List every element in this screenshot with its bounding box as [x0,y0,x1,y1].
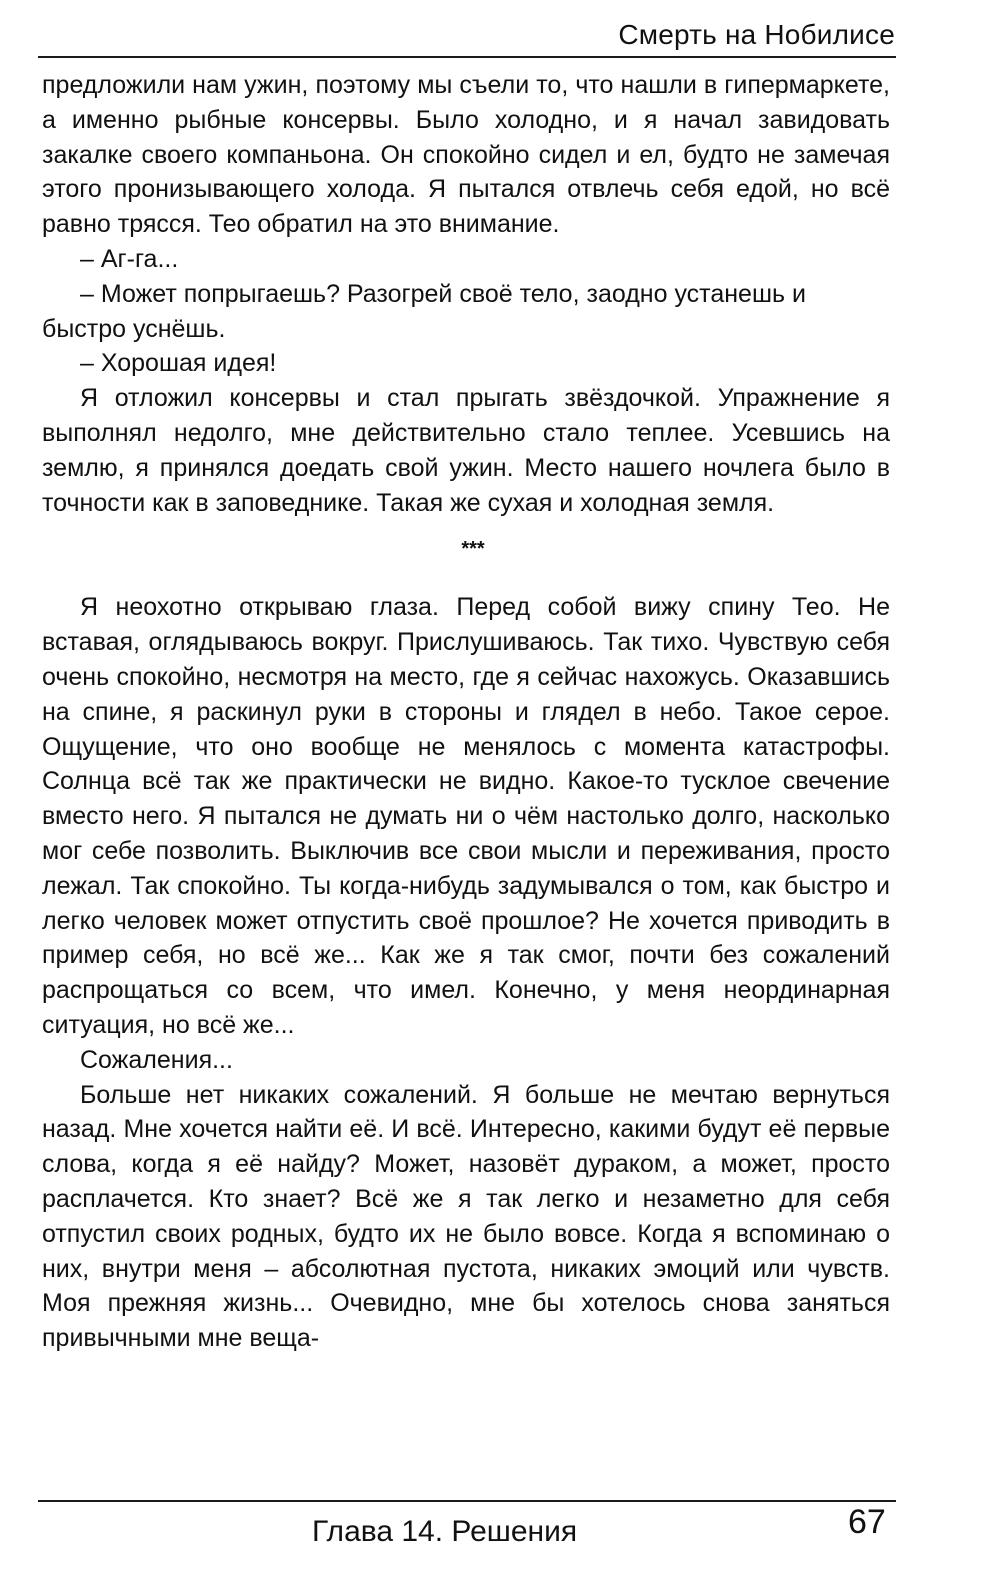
header-rule [38,56,896,58]
paragraph-short: Сожаления... [80,1045,233,1074]
paragraph-continued: предложили нам ужин, поэтому мы съели то, что нашли в гипермаркете, а именно рыбные консервы. Было холодно, и я начал завидовать закалке своего компаньона. Он спокойно сидел и ел, будто не замечая этого пронизывающего холода. Я пытался отвлечь себя едой, но всё равно трясся. Тео обратил на это внимание. [42,71,890,239]
paragraph: Больше нет никаких сожалений. Я больше не мечтаю вернуться назад. Мне хочется найти её. И всё. Интересно, какими будут её первые слова, когда я её найду? Может, назовёт дураком, а может, просто расплачется. Кто знает? Всё же я так легко и незаметно для себя отпустил своих родных, будто их не было вовсе. Когда я вспоминаю о них, внутри меня – абсолютная пустота, никаких эмоций или чувств. Моя прежняя жизнь... Очевидно, мне бы хотелось снова заняться привычными мне веща- [42,1080,890,1353]
paragraph: Я отложил консервы и стал прыгать звёздочкой. Упражнение я выполнял недолго, мне действительно стало теплее. Усевшись на землю, я принялся доедать свой ужин. Место нашего ночлега было в точности как в заповеднике. Такая же сухая и холодная земля. [42,384,890,517]
paragraph: Я неохотно открываю глаза. Перед собой вижу спину Тео. Не вставая, оглядываюсь вокруг. Прислушиваюсь. Так тихо. Чувствую себя очень спокойно, несмотря на место, где я сейчас нахожусь. Оказавшись на спине, я раскинул руки в стороны и глядел в небо. Такое серое. Ощущение, что оно вообще не менялось с момента катастрофы. Солнца всё так же практически не видно. Какое-то тусклое свечение вместо него. Я пытался не думать ни о чём настолько долго, насколько мог себе позволить. Выключив все свои мысли и переживания, просто лежал. Так спокойно. Ты когда-нибудь задумывался о том, как быстро и легко человек может отпустить своё прошлое? Не хочется приводить в пример себя, но всё же... Как же я так смог, почти без сожалений распрощаться со всем, что имел. Конечно, у меня неординарная ситуация, но всё же... [42,593,890,1039]
running-header-title: Смерть на Нобилисе [618,19,895,50]
dialogue-line: – Может попрыгаешь? Разогрей своё тело, заодно устанешь и быстро уснёшь. [42,279,806,343]
page-body [42,68,890,1356]
dialogue-line: – Хорошая идея! [80,349,277,378]
section-separator: *** [461,538,485,561]
footer-rule [38,1500,896,1502]
footer-chapter-title: Глава 14. Решения [312,1515,578,1548]
page-number: 67 [848,1503,886,1541]
dialogue-line: – Аг-га... [80,244,179,273]
